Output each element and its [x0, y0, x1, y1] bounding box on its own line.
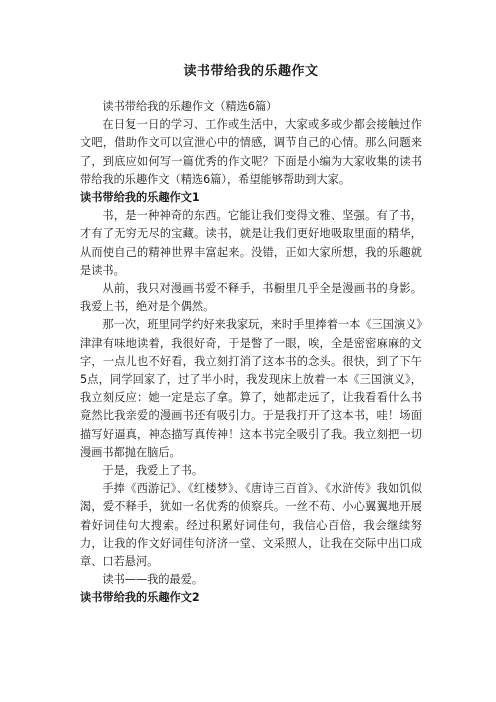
intro-paragraph: 在日复一日的学习、工作或生活中，大家或多或少都会接触过作文吧，借助作文可以宣泄心中的情感，调节自己的心情。那么问题来了，到底应如何写一篇优秀的作文呢？下面是小编为大家收集的读书带给我的乐趣作文（精选6篇），希望能够帮助到大家。: [80, 118, 422, 186]
section-heading-2: 读书带给我的乐趣作文2: [80, 591, 200, 605]
section1-paragraph: 读书——我的最爱。: [102, 573, 204, 587]
section1-paragraph: 手捧《西游记》、《红楼梦》、《唐诗三百首》、《水浒传》我如饥似渴，爱不释手，犹如一名优秀的侦察兵。一丝不苟、小心翼翼地开展着好词佳句大搜索。经过积累好词佳句，我信心百倍，我会继续努力，让我的作文好词佳句济济一堂、文采照人，让我在交际中出口成章、口若悬河。: [80, 482, 422, 569]
intro-line: 读书带给我的乐趣作文（精选6篇）: [102, 100, 278, 113]
section1-paragraph: 于是，我爱上了书。: [102, 464, 204, 478]
section1-paragraph: 从前，我只对漫画书爱不释手，书橱里几乎全是漫画书的身影。我爱上书，绝对是个偶然。: [80, 282, 422, 314]
document-title: 读书带给我的乐趣作文: [183, 64, 319, 79]
section-heading-1: 读书带给我的乐趣作文1: [80, 191, 200, 205]
section1-paragraph: 书，是一种神奇的东西。它能让我们变得文雅、坚强。有了书，才有了无穷无尽的宝藏。读书，就是让我们更好地吸取里面的精华，从而使自己的精神世界丰富起来。没错，正如大家所想，我的乐趣就是读书。: [80, 209, 422, 277]
section1-paragraph: 那一次，班里同学约好来我家玩，来时手里捧着一本《三国演义》津津有味地读着，我很好奇，于是瞥了一眼，唉，全是密密麻麻的文字，一点儿也不好看，我立刻打消了这本书的念头。很快，到了下午5点，同学回家了，过了半小时，我发现床上放着一本《三国演义》，我立刻反应：她一定是忘了拿。算了，她都走远了，让我看看什么书竟然比我亲爱的漫画书还有吸引力。于是我打开了这本书，哇！场面描写好逼真，神态描写真传神！这本书完全吸引了我。我立刻把一切漫画书都抛在脑后。: [80, 318, 422, 459]
